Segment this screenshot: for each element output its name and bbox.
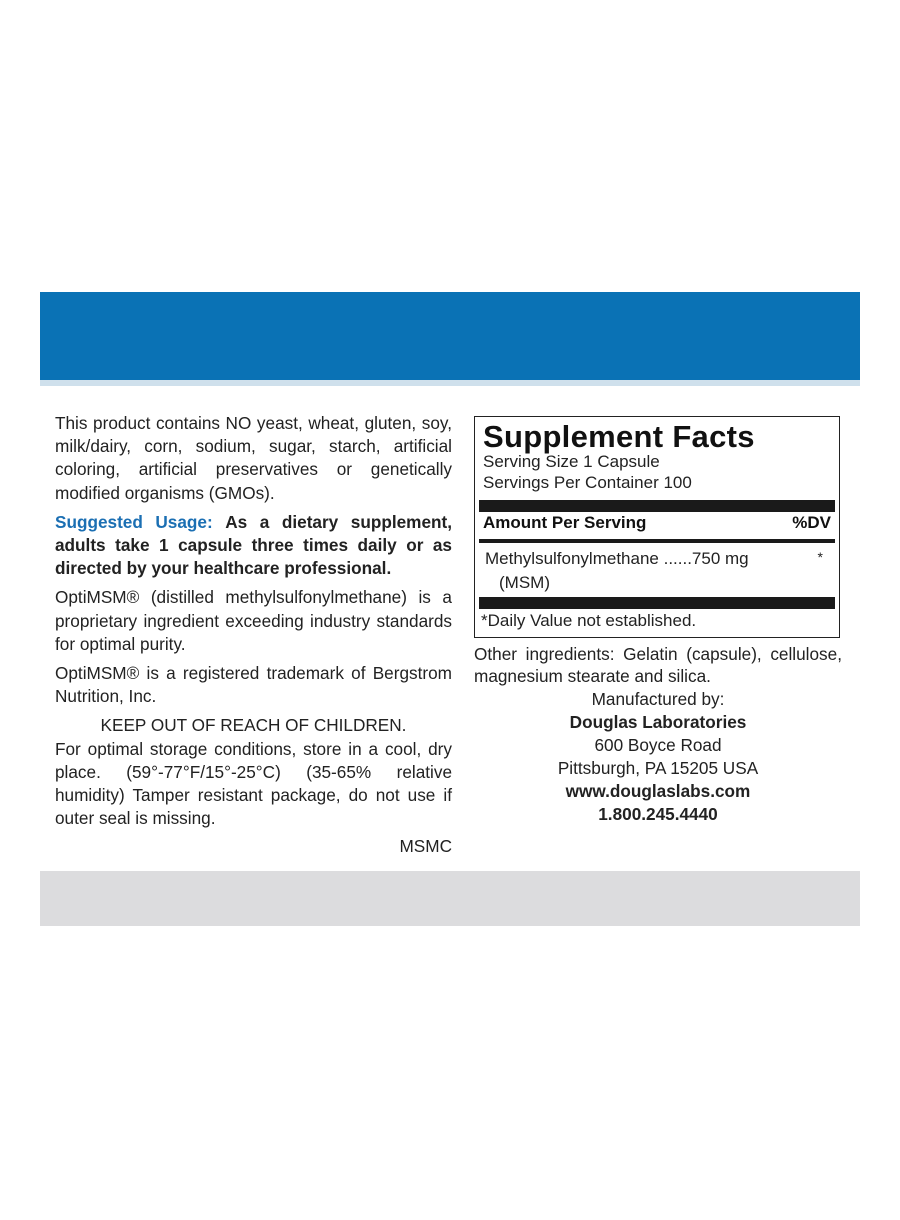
- manufacturer-street: 600 Boyce Road: [594, 735, 722, 755]
- header-band-edge: [40, 380, 860, 386]
- storage-instructions: For optimal storage conditions, store in a cool, dry place. (59°-77°F/15°-25°C) (35-65% relative humidity) Tamper resistant package, do not use if outer seal is missing.: [55, 738, 452, 829]
- serving-size: Serving Size 1 Capsule: [483, 452, 660, 471]
- manufacturer-name: Douglas Laboratories: [569, 712, 747, 732]
- dv-footnote: *Daily Value not established.: [481, 611, 697, 630]
- storage-block: [55, 714, 452, 830]
- suggested-usage: [55, 511, 452, 581]
- ingredient-abbreviation: (MSM): [499, 573, 550, 592]
- manufacturer-website: www.douglaslabs.com: [565, 781, 751, 801]
- servings-per-container: Servings Per Container 100: [483, 473, 692, 492]
- ingredient-amount: Methylsulfonylmethane ......750 mg: [485, 549, 749, 568]
- manufacturer-city: Pittsburgh, PA 15205 USA: [557, 758, 759, 778]
- optimsm-description: OptiMSM® (distilled methylsulfonylmethane) is a proprietary ingredient exceeding industry standards for optimal purity.: [55, 587, 452, 654]
- manufacturer-label: Manufactured by:: [591, 689, 725, 709]
- suggested-usage-label: Suggested Usage:: [55, 511, 213, 532]
- ingredient-dv: *: [817, 549, 823, 565]
- amount-header-row: [483, 513, 831, 533]
- label-left-column: [55, 412, 452, 830]
- lot-code: MSMC: [399, 836, 452, 856]
- header-color-band: [40, 292, 860, 380]
- facts-thin-divider: [479, 539, 835, 543]
- other-ingredients: Other ingredients: Gelatin (capsule), cellulose, magnesium stearate and silica.: [474, 644, 842, 686]
- amount-header: Amount Per Serving: [483, 513, 647, 532]
- ingredient-row: [485, 549, 831, 569]
- trademark-notice: OptiMSM® is a registered trademark of Bergstrom Nutrition, Inc.: [55, 663, 452, 707]
- dv-header: %DV: [792, 513, 831, 532]
- manufacturer-block: [474, 688, 842, 826]
- keep-out-warning: KEEP OUT OF REACH OF CHILDREN.: [100, 715, 407, 736]
- facts-thick-divider: [479, 500, 835, 512]
- manufacturer-phone: 1.800.245.4440: [598, 804, 718, 824]
- allergen-statement: This product contains NO yeast, wheat, gluten, soy, milk/dairy, corn, sodium, sugar, starch, artificial coloring, artificial preservatives or genetically modified organisms (GMOs).: [55, 413, 452, 503]
- suggested-usage-text: As a dietary supplement, adults take 1 capsule three times daily or as directed by your healthcare professional.: [55, 511, 453, 579]
- facts-bottom-divider: [479, 597, 835, 609]
- supplement-facts-panel: [474, 416, 840, 638]
- footer-color-band: [40, 871, 860, 926]
- facts-title: Supplement Facts: [483, 419, 755, 454]
